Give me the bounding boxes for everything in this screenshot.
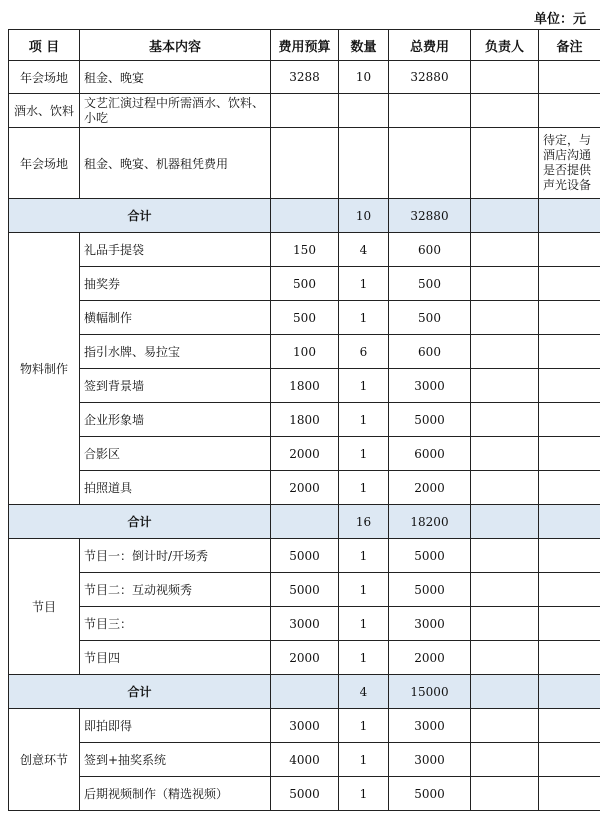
header-budget: 费用预算 <box>271 30 339 61</box>
qty-cell: 6 <box>339 335 389 369</box>
header-row <box>9 30 600 61</box>
qty-cell: 1 <box>339 539 389 573</box>
unit-label: 单位：元 <box>533 12 586 27</box>
note-cell <box>539 573 600 607</box>
note-cell <box>539 641 600 675</box>
header-owner: 负责人 <box>471 30 539 61</box>
note-cell <box>539 301 600 335</box>
note-cell <box>539 471 600 505</box>
total-cell <box>389 128 471 199</box>
owner-cell <box>471 709 539 743</box>
budget-cell: 3000 <box>271 607 339 641</box>
subtotal-qty: 4 <box>339 675 389 709</box>
group-cell-creative: 创意环节 <box>9 709 80 811</box>
header-note: 备注 <box>539 30 600 61</box>
group-cell-materials: 物料制作 <box>9 233 80 505</box>
budget-cell: 500 <box>271 267 339 301</box>
content-cell: 企业形象墙 <box>80 403 271 437</box>
table-row <box>9 301 600 335</box>
content-cell: 租金、晚宴 <box>80 61 271 94</box>
subtotal-qty: 10 <box>339 199 389 233</box>
subtotal-total: 18200 <box>389 505 471 539</box>
total-cell: 500 <box>389 301 471 335</box>
content-cell: 即拍即得 <box>80 709 271 743</box>
total-cell: 3000 <box>389 709 471 743</box>
content-cell: 指引水牌、易拉宝 <box>80 335 271 369</box>
owner-cell <box>471 607 539 641</box>
content-cell: 抽奖券 <box>80 267 271 301</box>
subtotal-owner <box>471 675 539 709</box>
header-content: 基本内容 <box>80 30 271 61</box>
qty-cell: 1 <box>339 743 389 777</box>
note-cell <box>539 403 600 437</box>
subtotal-note <box>539 199 600 233</box>
owner-cell <box>471 128 539 199</box>
total-cell: 3000 <box>389 607 471 641</box>
qty-cell: 1 <box>339 369 389 403</box>
content-cell: 文艺汇演过程中所需酒水、饮料、小吃 <box>80 94 271 128</box>
item-cell: 年会场地 <box>9 128 80 199</box>
budget-cell: 5000 <box>271 539 339 573</box>
header-qty: 数量 <box>339 30 389 61</box>
note-cell <box>539 369 600 403</box>
subtotal-owner <box>471 505 539 539</box>
total-cell: 500 <box>389 267 471 301</box>
owner-cell <box>471 539 539 573</box>
qty-cell: 1 <box>339 777 389 811</box>
owner-cell <box>471 641 539 675</box>
budget-cell: 1800 <box>271 403 339 437</box>
content-cell: 签到背景墙 <box>80 369 271 403</box>
note-cell <box>539 777 600 811</box>
total-cell: 6000 <box>389 437 471 471</box>
budget-cell <box>271 128 339 199</box>
content-cell: 租金、晚宴、机器租凭费用 <box>80 128 271 199</box>
budget-cell: 100 <box>271 335 339 369</box>
owner-cell <box>471 743 539 777</box>
note-cell <box>539 267 600 301</box>
item-cell: 酒水、饮料 <box>9 94 80 128</box>
content-cell: 签到+抽奖系统 <box>80 743 271 777</box>
table-row <box>9 233 600 267</box>
total-cell: 3000 <box>389 369 471 403</box>
budget-cell: 150 <box>271 233 339 267</box>
qty-cell: 1 <box>339 573 389 607</box>
content-cell: 节目三： <box>80 607 271 641</box>
subtotal-label: 合计 <box>9 675 271 709</box>
total-cell: 5000 <box>389 539 471 573</box>
header-item: 项 目 <box>9 30 80 61</box>
budget-cell: 3288 <box>271 61 339 94</box>
owner-cell <box>471 403 539 437</box>
total-cell: 5000 <box>389 573 471 607</box>
budget-cell <box>271 94 339 128</box>
note-cell <box>539 437 600 471</box>
subtotal-label: 合计 <box>9 199 271 233</box>
note-cell <box>539 607 600 641</box>
total-cell: 2000 <box>389 641 471 675</box>
owner-cell <box>471 573 539 607</box>
subtotal-row <box>9 505 600 539</box>
qty-cell: 1 <box>339 471 389 505</box>
owner-cell <box>471 94 539 128</box>
subtotal-budget <box>271 505 339 539</box>
total-cell: 5000 <box>389 403 471 437</box>
budget-cell: 2000 <box>271 641 339 675</box>
budget-cell: 5000 <box>271 573 339 607</box>
total-cell <box>389 94 471 128</box>
qty-cell: 10 <box>339 61 389 94</box>
owner-cell <box>471 233 539 267</box>
subtotal-row <box>9 675 600 709</box>
owner-cell <box>471 437 539 471</box>
qty-cell: 1 <box>339 437 389 471</box>
content-cell: 合影区 <box>80 437 271 471</box>
owner-cell <box>471 777 539 811</box>
note-cell <box>539 539 600 573</box>
total-cell: 32880 <box>389 61 471 94</box>
qty-cell: 1 <box>339 403 389 437</box>
table-row <box>9 61 600 94</box>
content-cell: 后期视频制作（精选视频） <box>80 777 271 811</box>
subtotal-owner <box>471 199 539 233</box>
note-cell <box>539 61 600 94</box>
total-cell: 5000 <box>389 777 471 811</box>
qty-cell: 1 <box>339 301 389 335</box>
qty-cell: 1 <box>339 709 389 743</box>
budget-cell: 1800 <box>271 369 339 403</box>
table-row <box>9 94 600 128</box>
subtotal-note <box>539 505 600 539</box>
owner-cell <box>471 471 539 505</box>
total-cell: 600 <box>389 233 471 267</box>
content-cell: 横幅制作 <box>80 301 271 335</box>
subtotal-budget <box>271 675 339 709</box>
total-cell: 2000 <box>389 471 471 505</box>
table-row <box>9 128 600 199</box>
note-cell <box>539 233 600 267</box>
table-row <box>9 607 600 641</box>
content-cell: 拍照道具 <box>80 471 271 505</box>
table-row <box>9 471 600 505</box>
table-row <box>9 437 600 471</box>
content-cell: 节目二：互动视频秀 <box>80 573 271 607</box>
subtotal-label: 合计 <box>9 505 271 539</box>
owner-cell <box>471 335 539 369</box>
qty-cell: 1 <box>339 607 389 641</box>
total-cell: 600 <box>389 335 471 369</box>
owner-cell <box>471 369 539 403</box>
header-total: 总费用 <box>389 30 471 61</box>
table-row <box>9 709 600 743</box>
note-cell <box>539 335 600 369</box>
budget-cell: 2000 <box>271 437 339 471</box>
table-row <box>9 777 600 811</box>
owner-cell <box>471 267 539 301</box>
subtotal-note <box>539 675 600 709</box>
subtotal-qty: 16 <box>339 505 389 539</box>
table-row <box>9 403 600 437</box>
note-cell: 待定，与酒店沟通是否提供声光设备 <box>539 128 600 199</box>
table-row <box>9 369 600 403</box>
note-cell <box>539 94 600 128</box>
table-row <box>9 267 600 301</box>
qty-cell <box>339 128 389 199</box>
budget-cell: 4000 <box>271 743 339 777</box>
table-row <box>9 539 600 573</box>
item-cell: 年会场地 <box>9 61 80 94</box>
budget-cell: 2000 <box>271 471 339 505</box>
owner-cell <box>471 301 539 335</box>
subtotal-total: 32880 <box>389 199 471 233</box>
budget-cell: 500 <box>271 301 339 335</box>
qty-cell <box>339 94 389 128</box>
budget-cell: 3000 <box>271 709 339 743</box>
table-row <box>9 641 600 675</box>
group-cell-programs: 节目 <box>9 539 80 675</box>
qty-cell: 1 <box>339 641 389 675</box>
note-cell <box>539 743 600 777</box>
owner-cell <box>471 61 539 94</box>
table-row <box>9 335 600 369</box>
total-cell: 3000 <box>389 743 471 777</box>
qty-cell: 4 <box>339 233 389 267</box>
budget-table <box>8 29 600 811</box>
table-row <box>9 743 600 777</box>
budget-cell: 5000 <box>271 777 339 811</box>
table-row <box>9 573 600 607</box>
note-cell <box>539 709 600 743</box>
subtotal-row <box>9 199 600 233</box>
qty-cell: 1 <box>339 267 389 301</box>
content-cell: 礼品手提袋 <box>80 233 271 267</box>
content-cell: 节目一：倒计时/开场秀 <box>80 539 271 573</box>
subtotal-budget <box>271 199 339 233</box>
subtotal-total: 15000 <box>389 675 471 709</box>
content-cell: 节目四 <box>80 641 271 675</box>
